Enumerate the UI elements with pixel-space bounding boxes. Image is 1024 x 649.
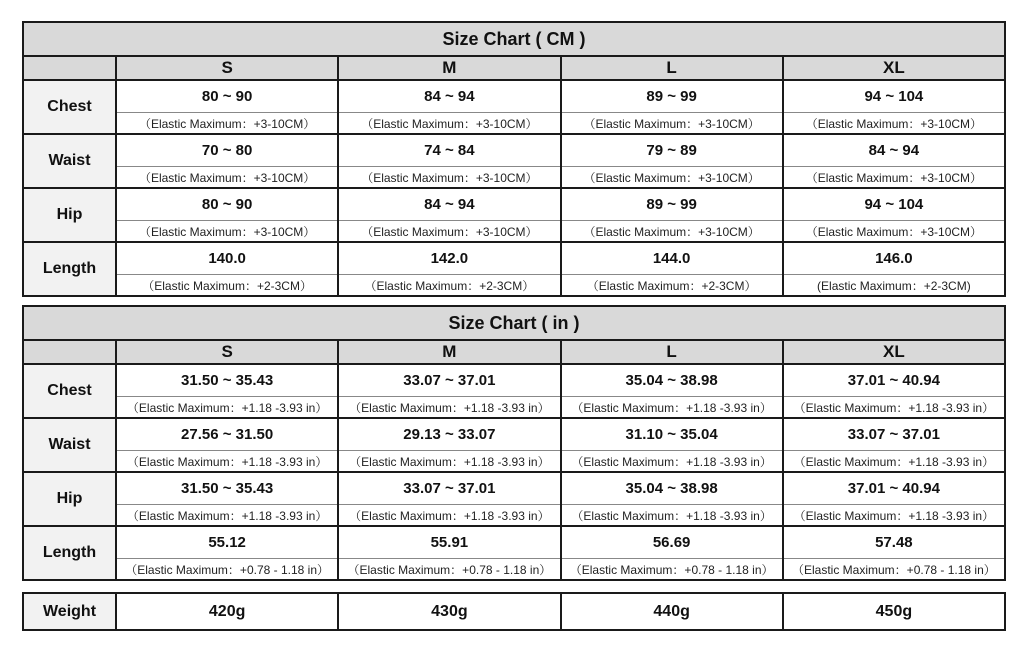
measurement-cell xyxy=(338,80,560,134)
elastic-note: （Elastic Maximum：+3-10CM） xyxy=(138,224,316,239)
elastic-note: （Elastic Maximum：+1.18 -3.93 in） xyxy=(126,400,328,415)
measurement-value: 94 ~ 104 xyxy=(784,189,1004,221)
table-row xyxy=(23,472,1005,526)
table-row xyxy=(23,593,1005,630)
measurement-value: 84 ~ 94 xyxy=(339,81,559,113)
measurement-cell xyxy=(116,188,338,242)
measurement-value: 146.0 xyxy=(784,243,1004,275)
measurement-value: 84 ~ 94 xyxy=(784,135,1004,167)
elastic-note: (Elastic Maximum：+2-3CM) xyxy=(817,278,971,293)
row-label-chest: Chest xyxy=(23,364,116,418)
row-label-hip: Hip xyxy=(23,188,116,242)
measurement-value: 142.0 xyxy=(339,243,559,275)
measurement-cell xyxy=(116,526,338,580)
measurement-value: 80 ~ 90 xyxy=(117,81,337,113)
measurement-value: 56.69 xyxy=(562,527,782,559)
measurement-cell xyxy=(783,80,1005,134)
measurement-value: 140.0 xyxy=(117,243,337,275)
elastic-note: （Elastic Maximum：+3-10CM） xyxy=(361,116,538,131)
measurement-cell xyxy=(783,472,1005,526)
measurement-value: 35.04 ~ 38.98 xyxy=(562,473,782,505)
size-header-xl: XL xyxy=(783,340,1005,364)
measurement-value: 70 ~ 80 xyxy=(117,135,337,167)
measurement-value: 84 ~ 94 xyxy=(339,189,559,221)
measurement-cell xyxy=(116,364,338,418)
elastic-note: （Elastic Maximum：+0.78 - 1.18 in） xyxy=(125,562,329,577)
measurement-cell xyxy=(561,80,783,134)
measurement-cell xyxy=(338,526,560,580)
row-label-length: Length xyxy=(23,526,116,580)
measurement-cell xyxy=(783,188,1005,242)
header-blank-cell xyxy=(23,340,116,364)
measurement-value: 31.50 ~ 35.43 xyxy=(117,473,337,505)
elastic-note: （Elastic Maximum：+2-3CM） xyxy=(364,278,535,293)
elastic-note: （Elastic Maximum：+3-10CM） xyxy=(805,116,983,131)
measurement-value: 31.50 ~ 35.43 xyxy=(117,365,337,397)
row-label-waist: Waist xyxy=(23,134,116,188)
size-chart-cm-table xyxy=(22,21,1006,297)
weight-value-l: 440g xyxy=(561,593,783,630)
measurement-value: 33.07 ~ 37.01 xyxy=(339,365,559,397)
measurement-value: 55.91 xyxy=(339,527,559,559)
elastic-note: （Elastic Maximum：+3-10CM） xyxy=(583,224,760,239)
size-chart-in-title: Size Chart ( in ) xyxy=(23,306,1005,340)
size-header-l: L xyxy=(561,56,783,80)
size-header-xl: XL xyxy=(783,56,1005,80)
table-row xyxy=(23,526,1005,580)
measurement-cell xyxy=(338,418,560,472)
size-header-l: L xyxy=(561,340,783,364)
weight-value-m: 430g xyxy=(338,593,560,630)
measurement-cell xyxy=(561,526,783,580)
elastic-note: （Elastic Maximum：+3-10CM） xyxy=(583,170,760,185)
measurement-cell xyxy=(783,526,1005,580)
size-header-m: M xyxy=(338,340,560,364)
measurement-value: 80 ~ 90 xyxy=(117,189,337,221)
elastic-note: （Elastic Maximum：+1.18 -3.93 in） xyxy=(349,400,550,415)
elastic-note: （Elastic Maximum：+3-10CM） xyxy=(138,170,316,185)
row-label-chest: Chest xyxy=(23,80,116,134)
measurement-value: 33.07 ~ 37.01 xyxy=(339,473,559,505)
measurement-cell xyxy=(561,472,783,526)
size-header-s: S xyxy=(116,56,338,80)
elastic-note: （Elastic Maximum：+1.18 -3.93 in） xyxy=(571,400,772,415)
row-label-weight: Weight xyxy=(23,593,116,630)
elastic-note: （Elastic Maximum：+1.18 -3.93 in） xyxy=(349,508,550,523)
measurement-cell xyxy=(561,134,783,188)
measurement-value: 74 ~ 84 xyxy=(339,135,559,167)
measurement-cell xyxy=(116,134,338,188)
measurement-cell xyxy=(116,472,338,526)
measurement-cell xyxy=(338,364,560,418)
measurement-cell xyxy=(561,364,783,418)
measurement-cell xyxy=(338,134,560,188)
measurement-value: 89 ~ 99 xyxy=(562,189,782,221)
measurement-value: 144.0 xyxy=(562,243,782,275)
weight-value-xl: 450g xyxy=(783,593,1005,630)
measurement-value: 94 ~ 104 xyxy=(784,81,1004,113)
elastic-note: （Elastic Maximum：+1.18 -3.93 in） xyxy=(126,508,328,523)
size-header-s: S xyxy=(116,340,338,364)
table-row xyxy=(23,364,1005,418)
measurement-cell xyxy=(338,188,560,242)
weight-value-s: 420g xyxy=(116,593,338,630)
measurement-value: 89 ~ 99 xyxy=(562,81,782,113)
measurement-cell xyxy=(783,418,1005,472)
elastic-note: （Elastic Maximum：+2-3CM） xyxy=(142,278,312,293)
size-chart-in-table xyxy=(22,305,1006,581)
elastic-note: （Elastic Maximum：+3-10CM） xyxy=(805,224,983,239)
elastic-note: （Elastic Maximum：+0.78 - 1.18 in） xyxy=(347,562,552,577)
measurement-value: 37.01 ~ 40.94 xyxy=(784,473,1004,505)
measurement-cell xyxy=(561,242,783,296)
measurement-value: 31.10 ~ 35.04 xyxy=(562,419,782,451)
elastic-note: （Elastic Maximum：+1.18 -3.93 in） xyxy=(126,454,328,469)
size-chart-cm-title: Size Chart ( CM ) xyxy=(23,22,1005,56)
elastic-note: （Elastic Maximum：+2-3CM） xyxy=(586,278,757,293)
elastic-note: （Elastic Maximum：+1.18 -3.93 in） xyxy=(349,454,550,469)
table-row xyxy=(23,80,1005,134)
measurement-cell xyxy=(783,134,1005,188)
elastic-note: （Elastic Maximum：+0.78 - 1.18 in） xyxy=(569,562,774,577)
measurement-cell xyxy=(116,80,338,134)
elastic-note: （Elastic Maximum：+3-10CM） xyxy=(361,224,538,239)
elastic-note: （Elastic Maximum：+1.18 -3.93 in） xyxy=(793,508,995,523)
measurement-cell xyxy=(783,242,1005,296)
measurement-value: 55.12 xyxy=(117,527,337,559)
elastic-note: （Elastic Maximum：+1.18 -3.93 in） xyxy=(571,508,772,523)
measurement-value: 33.07 ~ 37.01 xyxy=(784,419,1004,451)
measurement-cell xyxy=(561,418,783,472)
elastic-note: （Elastic Maximum：+3-10CM） xyxy=(138,116,316,131)
size-header-m: M xyxy=(338,56,560,80)
weight-table xyxy=(22,592,1006,631)
elastic-note: （Elastic Maximum：+1.18 -3.93 in） xyxy=(571,454,772,469)
table-row xyxy=(23,418,1005,472)
measurement-value: 27.56 ~ 31.50 xyxy=(117,419,337,451)
elastic-note: （Elastic Maximum：+1.18 -3.93 in） xyxy=(793,454,995,469)
measurement-value: 29.13 ~ 33.07 xyxy=(339,419,559,451)
row-label-length: Length xyxy=(23,242,116,296)
measurement-cell xyxy=(338,472,560,526)
row-label-waist: Waist xyxy=(23,418,116,472)
measurement-value: 57.48 xyxy=(784,527,1004,559)
measurement-value: 35.04 ~ 38.98 xyxy=(562,365,782,397)
measurement-cell xyxy=(116,242,338,296)
measurement-cell xyxy=(561,188,783,242)
elastic-note: （Elastic Maximum：+0.78 - 1.18 in） xyxy=(792,562,996,577)
elastic-note: （Elastic Maximum：+1.18 -3.93 in） xyxy=(793,400,995,415)
elastic-note: （Elastic Maximum：+3-10CM） xyxy=(805,170,983,185)
table-row xyxy=(23,242,1005,296)
measurement-cell xyxy=(116,418,338,472)
header-blank-cell xyxy=(23,56,116,80)
table-row xyxy=(23,188,1005,242)
measurement-value: 37.01 ~ 40.94 xyxy=(784,365,1004,397)
measurement-value: 79 ~ 89 xyxy=(562,135,782,167)
row-label-hip: Hip xyxy=(23,472,116,526)
measurement-cell xyxy=(338,242,560,296)
table-row xyxy=(23,134,1005,188)
elastic-note: （Elastic Maximum：+3-10CM） xyxy=(361,170,538,185)
measurement-cell xyxy=(783,364,1005,418)
elastic-note: （Elastic Maximum：+3-10CM） xyxy=(583,116,760,131)
